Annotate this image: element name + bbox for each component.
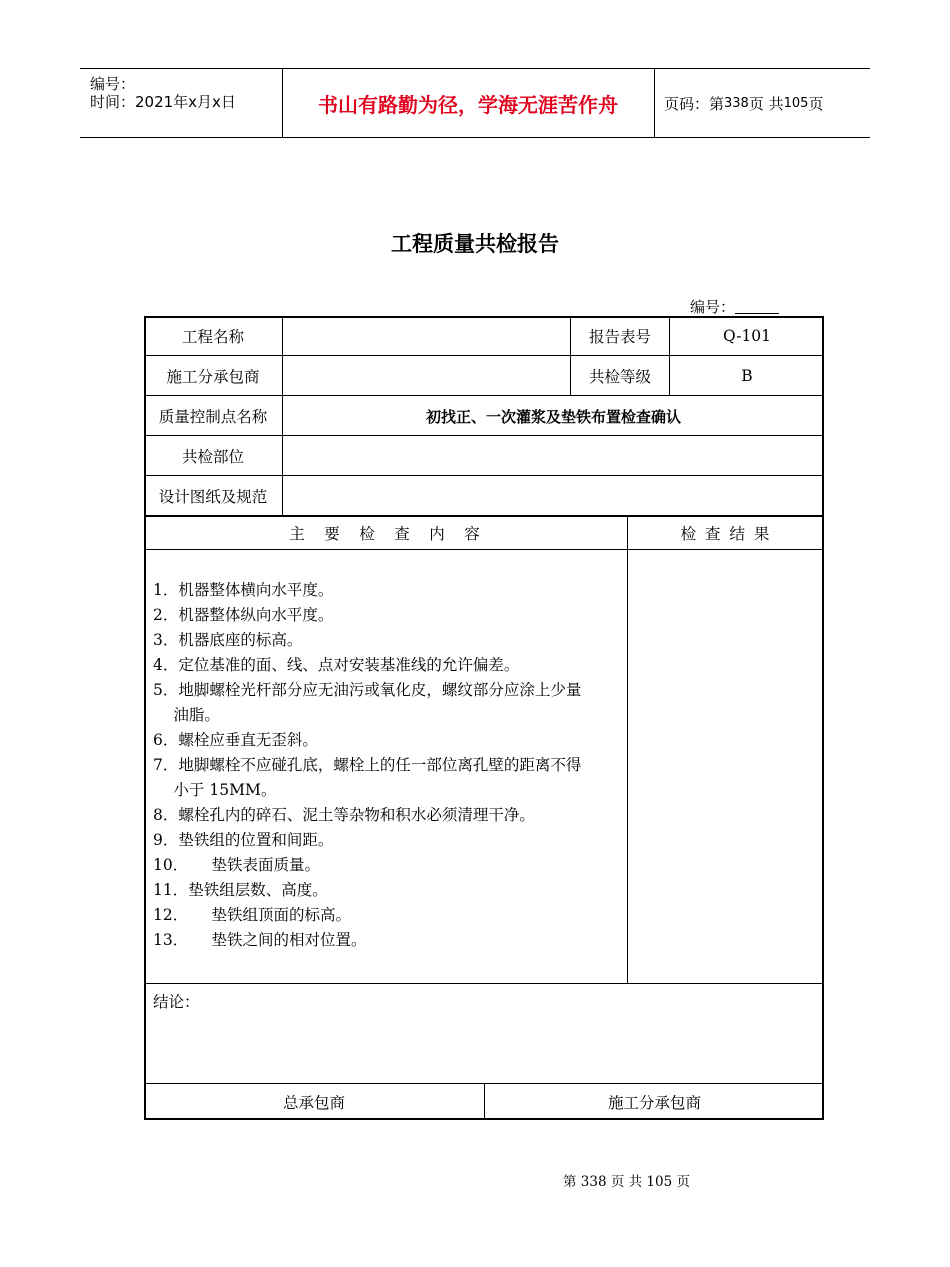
list-item: 8．螺栓孔内的碎石、泥土等杂物和积水必须清理干净。	[153, 806, 535, 824]
header-time-label: 时间：2021年x月x日	[90, 93, 236, 111]
page-header	[80, 68, 870, 138]
doc-number-blank	[735, 299, 779, 314]
list-item: 6．螺栓应垂直无歪斜。	[153, 731, 318, 749]
doc-number	[690, 296, 779, 317]
general-contractor-label: 总承包商	[282, 1094, 345, 1112]
project-name-label: 工程名称	[181, 328, 244, 346]
list-item: 2．机器整体纵向水平度。	[153, 606, 334, 624]
col-divider	[627, 515, 628, 983]
page-total: 105	[783, 95, 809, 111]
header-meta	[80, 69, 283, 137]
drawings-value	[283, 476, 824, 516]
main-content-header: 主 要 检 查 内 容	[289, 525, 482, 543]
page-footer: 第 338 页 共 105 页	[563, 1174, 690, 1190]
page-suffix: 页	[808, 94, 824, 113]
list-item: 小于 15MM。	[153, 781, 277, 799]
subcontractor-value	[283, 356, 570, 396]
page-title: 工程质量共检报告	[391, 232, 559, 256]
list-item: 11．垫铁组层数、高度。	[153, 881, 328, 899]
page-mid: 页 共	[748, 94, 784, 113]
inspection-grade-label: 共检等级	[588, 368, 651, 386]
list-item: 7．地脚螺栓不应碰孔底，螺栓上的任一部位离孔壁的距离不得	[153, 756, 582, 774]
subcontractor-label: 施工分承包商	[166, 368, 260, 386]
result-header: 检 查 结 果	[680, 525, 772, 543]
inspection-grade-value: B	[741, 367, 753, 385]
project-name-value	[283, 316, 570, 356]
report-no-label: 报告表号	[588, 328, 651, 346]
list-item: 9．垫铁组的位置和间距。	[153, 831, 334, 849]
list-item: 油脂。	[153, 706, 220, 724]
list-item: 10． 垫铁表面质量。	[153, 856, 320, 874]
page-current: 338	[724, 95, 749, 111]
header-number-label: 编号：	[90, 75, 136, 93]
header-motto: 书山有路勤为径，学海无涯苦作舟	[282, 69, 655, 137]
page-prefix: 页码：第	[664, 94, 725, 113]
conclusion-label: 结论：	[153, 993, 200, 1011]
row-divider	[144, 549, 824, 550]
header-page-counter	[664, 69, 823, 137]
list-item: 3．机器底座的标高。	[153, 631, 303, 649]
control-point-label: 质量控制点名称	[158, 408, 268, 426]
inspection-part-value	[283, 436, 824, 476]
doc-number-label: 编号：	[690, 298, 736, 316]
row-divider	[144, 983, 824, 984]
control-point-value: 初找正、一次灌浆及垫铁布置检查确认	[425, 407, 681, 426]
drawings-label: 设计图纸及规范	[158, 488, 268, 506]
list-item: 13． 垫铁之间的相对位置。	[153, 931, 367, 949]
inspection-part-label: 共检部位	[181, 448, 244, 466]
list-item: 12． 垫铁组顶面的标高。	[153, 906, 351, 924]
list-item: 5．地脚螺栓光杆部分应无油污或氧化皮，螺纹部分应涂上少量	[153, 681, 582, 699]
report-no-value: Q-101	[722, 327, 772, 345]
list-item: 1．机器整体横向水平度。	[153, 581, 334, 599]
list-item: 4．定位基准的面、线、点对安装基准线的允许偏差。	[153, 656, 520, 674]
subcontractor-sign-label: 施工分承包商	[607, 1094, 701, 1112]
